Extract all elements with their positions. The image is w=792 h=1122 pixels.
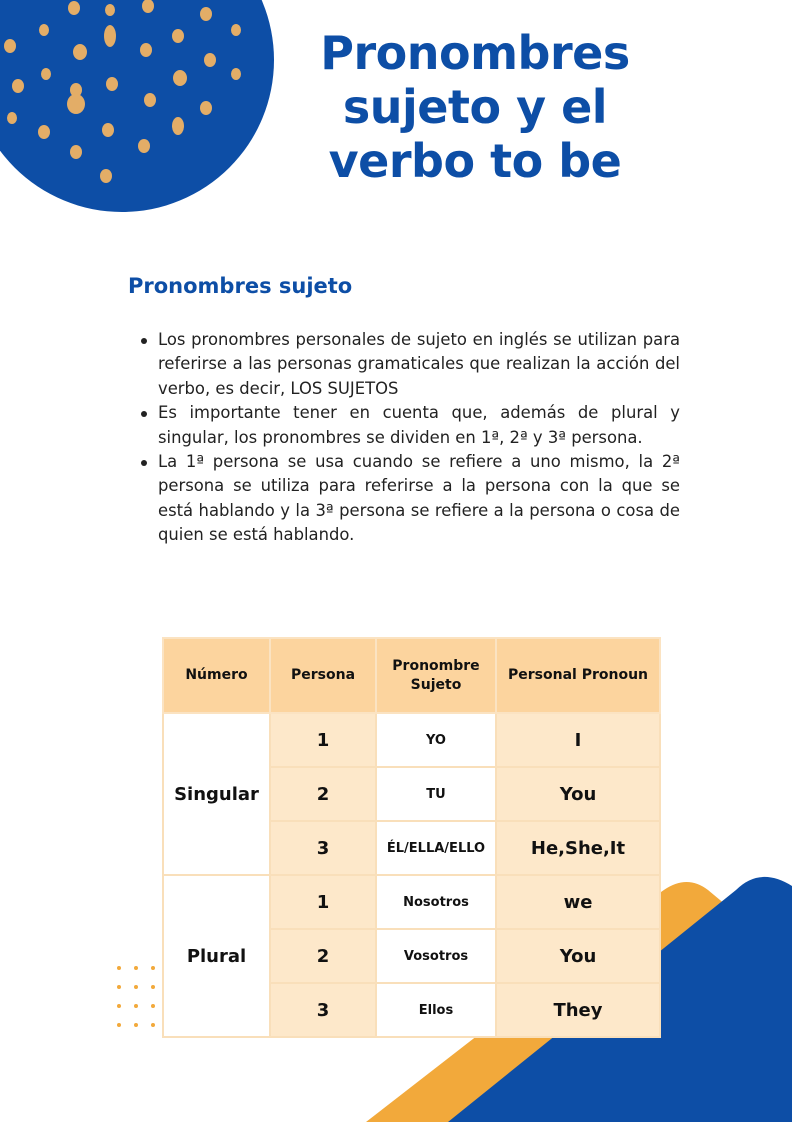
sujeto-cell: Ellos — [376, 983, 496, 1037]
table-row — [163, 713, 660, 767]
persona-cell: 2 — [270, 929, 376, 983]
sujeto-cell: YO — [376, 713, 496, 767]
title-line-1: Pronombres — [320, 26, 630, 80]
pronoun-cell: we — [496, 875, 660, 929]
bullet-item: Los pronombres personales de sujeto en inglés se utilizan para referirse a las personas gramaticales que realizan la acción del verbo, es decir, LOS SUJETOS — [158, 328, 680, 401]
persona-cell: 3 — [270, 821, 376, 875]
title-line-3: verbo to be — [328, 134, 622, 188]
sujeto-cell: Nosotros — [376, 875, 496, 929]
header-numero: Número — [163, 638, 270, 713]
sujeto-cell: TU — [376, 767, 496, 821]
persona-cell: 1 — [270, 713, 376, 767]
sujeto-cell: ÉL/ELLA/ELLO — [376, 821, 496, 875]
orange-dot-grid — [117, 966, 155, 1027]
pronoun-table-wrapper — [162, 637, 659, 1038]
bullet-item: La 1ª persona se usa cuando se refiere a uno mismo, la 2ª persona se utiliza para referirse a la persona con la que se está hablando y la 3ª persona se refiere a la persona o cosa de quien se está hablando. — [158, 450, 680, 548]
pronoun-table — [162, 637, 661, 1038]
header-persona: Persona — [270, 638, 376, 713]
section-heading: Pronombres sujeto — [128, 274, 353, 298]
persona-cell: 2 — [270, 767, 376, 821]
persona-cell: 1 — [270, 875, 376, 929]
pronoun-cell: I — [496, 713, 660, 767]
header-pronombre-sujeto: Pronombre Sujeto — [376, 638, 496, 713]
title-line-2: sujeto y el — [342, 80, 608, 134]
table-row — [163, 875, 660, 929]
group-plural: Plural — [163, 875, 270, 1037]
sujeto-cell: Vosotros — [376, 929, 496, 983]
pronoun-cell: He,She,It — [496, 821, 660, 875]
pronoun-cell: You — [496, 767, 660, 821]
group-singular: Singular — [163, 713, 270, 875]
pronoun-cell: You — [496, 929, 660, 983]
bullet-item: Es importante tener en cuenta que, además de plural y singular, los pronombres se dividen en 1ª, 2ª y 3ª persona. — [158, 401, 680, 450]
table-header-row — [163, 638, 660, 713]
pronoun-cell: They — [496, 983, 660, 1037]
page-title — [300, 26, 650, 188]
bullet-list — [136, 328, 680, 548]
persona-cell: 3 — [270, 983, 376, 1037]
header-personal-pronoun: Personal Pronoun — [496, 638, 660, 713]
